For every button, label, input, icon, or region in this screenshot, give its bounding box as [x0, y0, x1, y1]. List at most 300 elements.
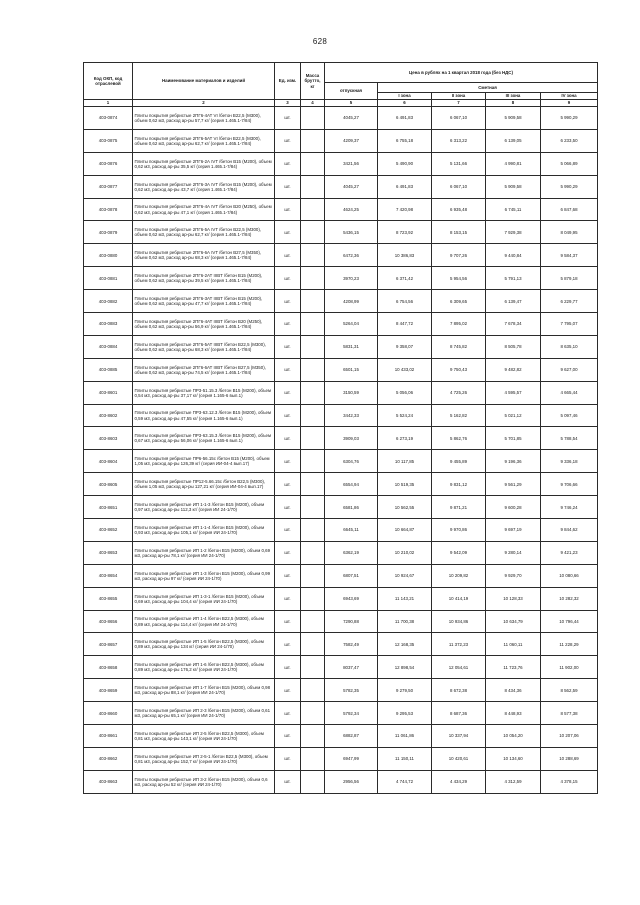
cell-code: 403-0878 — [84, 198, 133, 221]
cell-zone-2-price: 9 542,09 — [432, 541, 486, 564]
cell-mass — [301, 656, 325, 679]
table-row — [84, 404, 598, 427]
cell-mass — [301, 221, 325, 244]
cell-zone-4-price: 10 080,66 — [541, 564, 598, 587]
cell-zone-2-price: 5 862,76 — [432, 427, 486, 450]
cell-zone-3-price: 6 139,05 — [486, 129, 541, 152]
cell-code: 403-8601 — [84, 381, 133, 404]
table-row — [84, 496, 598, 519]
cell-unit: шт. — [275, 450, 301, 473]
cell-name: Плиты покрытия ребристые ИП 1-3-1 /бетон В15 (М200), объем 0,69 м3, расход ар-ры 104,4 кг/ (серия ИИ 24-1/70) — [133, 587, 275, 610]
cell-unit: шт. — [275, 610, 301, 633]
table-row — [84, 427, 598, 450]
cell-zone-1-price: 9 358,07 — [378, 335, 432, 358]
cell-unit: шт. — [275, 770, 301, 793]
cell-unit: шт. — [275, 221, 301, 244]
cell-zone-1-price: 12 898,54 — [378, 656, 432, 679]
cell-release-price: 5782,35 — [325, 679, 378, 702]
cell-zone-4-price: 9 746,24 — [541, 496, 598, 519]
cell-code: 403-8651 — [84, 496, 133, 519]
header-zone-1: I зона — [378, 93, 432, 100]
cell-unit: шт. — [275, 175, 301, 198]
cell-release-price: 4208,99 — [325, 290, 378, 313]
cell-name: Плиты покрытия ребристые 2ПГ6-6А IVT /бетон В27,5 (М350), объем 0,62 м3, расход ар-ры 68,3 кг/ (серия 1.465.1-7/84) — [133, 244, 275, 267]
cell-release-price: 3909,03 — [325, 427, 378, 450]
cell-zone-2-price: 6 313,22 — [432, 129, 486, 152]
cell-release-price: 5831,31 — [325, 335, 378, 358]
cell-release-price: 3150,59 — [325, 381, 378, 404]
cell-zone-3-price: 7 678,34 — [486, 313, 541, 336]
table-row — [84, 541, 598, 564]
cell-name: Плиты покрытия ребристые 2ПГ6-3А IVT /бетон В15 (М200), объем 0,62 м3, расход ар-ры 43,7 кг/ (серия 1.465.1-7/84) — [133, 175, 275, 198]
cell-release-price: 4624,25 — [325, 198, 378, 221]
header-release: отпускная — [325, 83, 378, 100]
cell-code: 403-0884 — [84, 335, 133, 358]
cell-mass — [301, 107, 325, 130]
column-number: 6 — [378, 100, 432, 107]
header-zone-4: IV зона — [541, 93, 598, 100]
table-row — [84, 107, 598, 130]
column-number: 8 — [486, 100, 541, 107]
cell-zone-1-price: 10 664,87 — [378, 519, 432, 542]
cell-zone-4-price: 4 378,15 — [541, 770, 598, 793]
table-row — [84, 473, 598, 496]
cell-code: 403-0883 — [84, 313, 133, 336]
page-number: 628 — [312, 37, 328, 46]
cell-zone-1-price: 10 433,02 — [378, 358, 432, 381]
cell-unit: шт. — [275, 244, 301, 267]
cell-code: 403-0880 — [84, 244, 133, 267]
column-number: 9 — [541, 100, 598, 107]
cell-name: Плиты покрытия ребристые 2ПГ6-5А IVT /бетон В22,5 (М300), объем 0,62 м3, расход ар-ры 62,7 кг/ (серия 1.465.1-7/84) — [133, 221, 275, 244]
cell-name: Плиты покрытия ребристые ИП 1-1-4 /бетон В15 (М200), объем 0,93 м3, расход ар-ры 105,1 кг/ (серия ИИ 24-1/70) — [133, 519, 275, 542]
cell-release-price: 6882,87 — [325, 725, 378, 748]
cell-unit: шт. — [275, 290, 301, 313]
cell-mass — [301, 427, 325, 450]
cell-name: Плиты покрытия ребристые ИП 2-5 /бетон В22,5 (М300), объем 0,81 м3, расход ар-ры 143,1 кг/ (серия ИИ 24-1/70) — [133, 725, 275, 748]
cell-zone-2-price: 5 954,56 — [432, 267, 486, 290]
cell-zone-2-price: 9 871,21 — [432, 496, 486, 519]
cell-unit: шт. — [275, 747, 301, 770]
table-row — [84, 656, 598, 679]
cell-release-price: 6947,99 — [325, 747, 378, 770]
cell-name: Плиты покрытия ребристые ИП 1-6 /бетон В22,5 (М300), объем 0,89 м3, расход ар-ры 176,2 кг/ (серия ИИ 24-1/70) — [133, 656, 275, 679]
cell-code: 403-0875 — [84, 129, 133, 152]
cell-mass — [301, 290, 325, 313]
table-row — [84, 267, 598, 290]
table-row — [84, 335, 598, 358]
cell-name: Плиты покрытия ребристые ИП 1-2 /бетон В15 (М200), объем 0,69 м3, расход ар-ры 78,1 кг/ (серия ИИ 24-1/70) — [133, 541, 275, 564]
cell-release-price: 6807,51 — [325, 564, 378, 587]
cell-unit: шт. — [275, 679, 301, 702]
table-body — [84, 107, 598, 794]
cell-mass — [301, 404, 325, 427]
cell-unit: шт. — [275, 267, 301, 290]
header-estimate: Сметная — [378, 83, 598, 93]
cell-zone-3-price: 4 990,81 — [486, 152, 541, 175]
cell-code: 403-8605 — [84, 473, 133, 496]
cell-zone-3-price: 5 021,12 — [486, 404, 541, 427]
cell-zone-4-price: 6 847,68 — [541, 198, 598, 221]
cell-name: Плиты покрытия ребристые ИП 3-2 /бетон В15 (М200), объем 0,6 м3, расход ар-ры 52 кг/ (серия ИИ 24-1/70) — [133, 770, 275, 793]
cell-zone-1-price: 7 420,98 — [378, 198, 432, 221]
cell-mass — [301, 702, 325, 725]
cell-name: Плиты покрытия ребристые ПР3-63.15.3 /бетон В15 (М200), объем 0,67 м3, расход ар-ры 56,06 кг/ (серия 1.165-6 вып.1) — [133, 427, 275, 450]
cell-name: Плиты покрытия ребристые ИП 1-5 /бетон В22,5 (М300), объем 0,89 м3, расход ар-ры 134 кг/ (серия ИИ 24-1/70) — [133, 633, 275, 656]
cell-zone-3-price: 10 128,33 — [486, 587, 541, 610]
cell-release-price: 4045,27 — [325, 107, 378, 130]
cell-code: 403-8602 — [84, 404, 133, 427]
cell-mass — [301, 747, 325, 770]
cell-code: 403-8659 — [84, 679, 133, 702]
cell-unit: шт. — [275, 107, 301, 130]
cell-code: 403-8652 — [84, 519, 133, 542]
table-row — [84, 747, 598, 770]
cell-zone-3-price: 9 280,14 — [486, 541, 541, 564]
cell-zone-1-price: 6 755,18 — [378, 129, 432, 152]
table-row — [84, 152, 598, 175]
cell-zone-3-price: 9 929,70 — [486, 564, 541, 587]
cell-zone-4-price: 5 990,29 — [541, 107, 598, 130]
cell-zone-1-price: 5 056,06 — [378, 381, 432, 404]
cell-mass — [301, 381, 325, 404]
cell-mass — [301, 175, 325, 198]
table-row — [84, 198, 598, 221]
cell-code: 403-8604 — [84, 450, 133, 473]
cell-name: Плиты покрытия ребристые ИП 1-4 /бетон В22,5 (М300), объем 0,89 м3, расход ар-ры 114,4 кг/ (серия ИИ 24-1/70) — [133, 610, 275, 633]
cell-zone-1-price: 10 386,83 — [378, 244, 432, 267]
column-number: 1 — [84, 100, 133, 107]
cell-zone-4-price: 9 584,37 — [541, 244, 598, 267]
cell-mass — [301, 198, 325, 221]
cell-zone-3-price: 10 054,20 — [486, 725, 541, 748]
cell-zone-1-price: 9 295,53 — [378, 702, 432, 725]
column-number: 5 — [325, 100, 378, 107]
cell-zone-3-price: 11 723,76 — [486, 656, 541, 679]
cell-zone-2-price: 10 414,19 — [432, 587, 486, 610]
cell-zone-3-price: 9 600,28 — [486, 496, 541, 519]
cell-zone-4-price: 7 795,07 — [541, 313, 598, 336]
cell-code: 403-8660 — [84, 702, 133, 725]
header-zone-2: II зона — [432, 93, 486, 100]
cell-name: Плиты покрытия ребристые ИП 1-7 /бетон В15 (М200), объем 0,98 м3, расход ар-ры 88,1 кг/ (серия ИИ 24-1/70) — [133, 679, 275, 702]
cell-zone-3-price: 10 634,79 — [486, 610, 541, 633]
cell-name: Плиты покрытия ребристые 2ПГ6-3АТ IIIBТ /бетон В15 (М200), объем 0,62 м3, расход ар-ры 47,7 кг/ (серия 1.465.1-7/84) — [133, 290, 275, 313]
cell-code: 403-8653 — [84, 541, 133, 564]
cell-zone-4-price: 9 706,66 — [541, 473, 598, 496]
cell-zone-2-price: 6 935,48 — [432, 198, 486, 221]
cell-zone-2-price: 9 831,12 — [432, 473, 486, 496]
cell-zone-3-price: 9 440,84 — [486, 244, 541, 267]
cell-zone-4-price: 5 066,89 — [541, 152, 598, 175]
cell-unit: шт. — [275, 473, 301, 496]
cell-zone-1-price: 8 447,72 — [378, 313, 432, 336]
cell-code: 403-0874 — [84, 107, 133, 130]
cell-unit: шт. — [275, 404, 301, 427]
cell-name: Плиты покрытия ребристые 2ПГ6-4А IVT /бетон В20 (М250), объем 0,62 м3, расход ар-ры 47,1 кг/ (серия 1.465.1-7/84) — [133, 198, 275, 221]
cell-release-price: 7582,49 — [325, 633, 378, 656]
cell-name: Плиты покрытия ребристые ИП 2-5-1 /бетон В22,5 (М300), объем 0,81 м3, расход ар-ры 152,7 кг/ (серия ИИ 24-1/70) — [133, 747, 275, 770]
table-row — [84, 450, 598, 473]
cell-zone-4-price: 9 627,00 — [541, 358, 598, 381]
cell-code: 403-8662 — [84, 747, 133, 770]
cell-mass — [301, 244, 325, 267]
table-row — [84, 175, 598, 198]
cell-unit: шт. — [275, 587, 301, 610]
cell-release-price: 6362,19 — [325, 541, 378, 564]
cell-zone-3-price: 8 505,78 — [486, 335, 541, 358]
cell-zone-1-price: 10 210,02 — [378, 541, 432, 564]
cell-unit: шт. — [275, 427, 301, 450]
cell-zone-4-price: 6 233,50 — [541, 129, 598, 152]
cell-mass — [301, 358, 325, 381]
cell-name: Плиты покрытия ребристые ИП 1-3 /бетон В15 (М200), объем 0,99 м3, расход ар-ры 97 кг/ (серия ИИ 24-1/70) — [133, 564, 275, 587]
cell-zone-3-price: 10 134,60 — [486, 747, 541, 770]
cell-code: 403-8603 — [84, 427, 133, 450]
cell-mass — [301, 770, 325, 793]
cell-zone-3-price: 9 561,29 — [486, 473, 541, 496]
column-number: 2 — [133, 100, 275, 107]
cell-code: 403-0876 — [84, 152, 133, 175]
cell-unit: шт. — [275, 198, 301, 221]
cell-zone-3-price: 5 909,58 — [486, 175, 541, 198]
table-row — [84, 564, 598, 587]
cell-zone-1-price: 10 924,67 — [378, 564, 432, 587]
cell-release-price: 7290,88 — [325, 610, 378, 633]
cell-zone-1-price: 10 562,55 — [378, 496, 432, 519]
cell-release-price: 6581,86 — [325, 496, 378, 519]
cell-zone-4-price: 10 207,06 — [541, 725, 598, 748]
cell-zone-3-price: 8 434,36 — [486, 679, 541, 702]
cell-zone-4-price: 11 902,00 — [541, 656, 598, 679]
cell-zone-2-price: 10 337,94 — [432, 725, 486, 748]
cell-unit: шт. — [275, 564, 301, 587]
cell-zone-2-price: 10 420,61 — [432, 747, 486, 770]
cell-unit: шт. — [275, 152, 301, 175]
cell-zone-2-price: 12 054,61 — [432, 656, 486, 679]
table-row — [84, 244, 598, 267]
cell-release-price: 3970,23 — [325, 267, 378, 290]
cell-release-price: 6304,76 — [325, 450, 378, 473]
table-row — [84, 290, 598, 313]
cell-code: 403-0877 — [84, 175, 133, 198]
cell-zone-2-price: 4 434,29 — [432, 770, 486, 793]
cell-zone-1-price: 8 723,92 — [378, 221, 432, 244]
header-unit: Ед. изм. — [275, 63, 301, 100]
cell-name: Плиты покрытия ребристые ИП 1-1-3 /бетон В15 (М200), объем 0,97 м3, расход ар-ры 112,3 кг/ (серия ИИ 24-1/70) — [133, 496, 275, 519]
cell-code: 403-8656 — [84, 610, 133, 633]
cell-code: 403-8654 — [84, 564, 133, 587]
cell-name: Плиты покрытия ребристые ПР12-5.66.15с /бетон В22,5 (М300), объем 1,05 м3, расход ар-ры 127,21 кг/ (серия ИИ-04-4 вып.17) — [133, 473, 275, 496]
column-number: 7 — [432, 100, 486, 107]
cell-zone-3-price: 11 060,11 — [486, 633, 541, 656]
cell-mass — [301, 610, 325, 633]
cell-zone-2-price: 8 153,15 — [432, 221, 486, 244]
cell-zone-4-price: 6 229,77 — [541, 290, 598, 313]
cell-name: Плиты покрытия ребристые 2ПГ6-5АТ IIIBТ /бетон В22,5 (М300), объем 0,62 м3, расход ар-ры 68,3 кг/ (серия 1.465.1-7/84) — [133, 335, 275, 358]
cell-code: 403-8658 — [84, 656, 133, 679]
cell-zone-2-price: 5 162,82 — [432, 404, 486, 427]
cell-zone-2-price: 11 372,23 — [432, 633, 486, 656]
cell-unit: шт. — [275, 313, 301, 336]
cell-zone-2-price: 8 745,82 — [432, 335, 486, 358]
cell-release-price: 3421,56 — [325, 152, 378, 175]
header-code: Код ОКП, код отраслевой — [84, 63, 133, 100]
table-row — [84, 770, 598, 793]
cell-zone-2-price: 10 209,82 — [432, 564, 486, 587]
cell-mass — [301, 564, 325, 587]
cell-code: 403-0882 — [84, 290, 133, 313]
cell-zone-3-price: 9 482,82 — [486, 358, 541, 381]
cell-zone-4-price: 5 990,29 — [541, 175, 598, 198]
cell-mass — [301, 633, 325, 656]
cell-zone-3-price: 9 697,19 — [486, 519, 541, 542]
table-row — [84, 702, 598, 725]
cell-zone-3-price: 9 196,36 — [486, 450, 541, 473]
cell-mass — [301, 496, 325, 519]
cell-zone-2-price: 9 750,43 — [432, 358, 486, 381]
cell-zone-3-price: 6 745,11 — [486, 198, 541, 221]
header-mass: Масса брутто, кг — [301, 63, 325, 100]
cell-name: Плиты покрытия ребристые 2ПГ6-4АТ VI /бетон В22,5 (М300), объем 0,62 м3, расход ар-ры 57,7 кг/ (серия 1.465.1-7/84) — [133, 107, 275, 130]
cell-zone-1-price: 11 061,86 — [378, 725, 432, 748]
cell-release-price: 5792,34 — [325, 702, 378, 725]
table-row — [84, 358, 598, 381]
cell-zone-2-price: 4 725,26 — [432, 381, 486, 404]
cell-zone-2-price: 9 707,26 — [432, 244, 486, 267]
cell-zone-1-price: 11 150,11 — [378, 747, 432, 770]
cell-zone-4-price: 8 577,38 — [541, 702, 598, 725]
column-number: 3 — [275, 100, 301, 107]
cell-zone-1-price: 5 524,24 — [378, 404, 432, 427]
cell-code: 403-0881 — [84, 267, 133, 290]
cell-zone-1-price: 6 491,83 — [378, 175, 432, 198]
cell-code: 403-0885 — [84, 358, 133, 381]
cell-zone-1-price: 6 491,83 — [378, 107, 432, 130]
cell-name: Плиты покрытия ребристые ПР3-63.12.3 /бетон В15 (М200), объем 0,59 м3, расход ар-ры 47,55 кг/ (серия 1.165-6 вып.1) — [133, 404, 275, 427]
cell-release-price: 4045,27 — [325, 175, 378, 198]
table-row — [84, 725, 598, 748]
cell-unit: шт. — [275, 519, 301, 542]
price-table — [83, 62, 598, 794]
cell-code: 403-0879 — [84, 221, 133, 244]
cell-zone-4-price: 5 879,18 — [541, 267, 598, 290]
cell-name: Плиты покрытия ребристые ПР3-51.15.3 /бетон В15 (М200), объем 0,54 м3, расход ар-ры 37,17 кг/ (серия 1.165-6 вып.1) — [133, 381, 275, 404]
table-row — [84, 587, 598, 610]
cell-zone-1-price: 6 371,42 — [378, 267, 432, 290]
cell-mass — [301, 335, 325, 358]
cell-zone-2-price: 9 455,89 — [432, 450, 486, 473]
cell-code: 403-8655 — [84, 587, 133, 610]
cell-mass — [301, 725, 325, 748]
cell-unit: шт. — [275, 656, 301, 679]
cell-release-price: 6501,15 — [325, 358, 378, 381]
cell-name: Плиты покрытия ребристые 2ПГ6-4АТ IIIBТ /бетон В20 (М250), объем 0,62 м3, расход ар-ры 56,9 кг/ (серия 1.465.1-7/84) — [133, 313, 275, 336]
cell-zone-4-price: 11 228,29 — [541, 633, 598, 656]
cell-zone-3-price: 5 909,58 — [486, 107, 541, 130]
cell-name: Плиты покрытия ребристые 2ПГ6-2А IVT /бетон В15 (М200), объем 0,62 м3, расход ар-ры 35,5 кг/ (серия 1.465.1-7/84) — [133, 152, 275, 175]
cell-zone-1-price: 12 168,35 — [378, 633, 432, 656]
cell-zone-2-price: 6 309,65 — [432, 290, 486, 313]
cell-name: Плиты покрытия ребристые 2ПГ6-5АТ VI /бетон В22,5 (М300), объем 0,62 м3, расход ар-ры 62,7 кг/ (серия 1.465.1-7/84) — [133, 129, 275, 152]
cell-release-price: 2956,56 — [325, 770, 378, 793]
cell-mass — [301, 450, 325, 473]
cell-release-price: 8037,47 — [325, 656, 378, 679]
cell-zone-1-price: 10 519,35 — [378, 473, 432, 496]
cell-zone-3-price: 5 701,85 — [486, 427, 541, 450]
header-zone-3: III зона — [486, 93, 541, 100]
cell-unit: шт. — [275, 702, 301, 725]
cell-zone-3-price: 6 139,47 — [486, 290, 541, 313]
cell-zone-1-price: 11 143,21 — [378, 587, 432, 610]
cell-unit: шт. — [275, 725, 301, 748]
cell-zone-4-price: 8 562,59 — [541, 679, 598, 702]
cell-unit: шт. — [275, 381, 301, 404]
cell-zone-1-price: 6 754,56 — [378, 290, 432, 313]
cell-zone-1-price: 4 744,72 — [378, 770, 432, 793]
header-name: Наименование материалов и изделий — [133, 63, 275, 100]
cell-release-price: 3442,33 — [325, 404, 378, 427]
cell-zone-4-price: 9 844,62 — [541, 519, 598, 542]
column-number: 4 — [301, 100, 325, 107]
cell-zone-2-price: 6 067,10 — [432, 175, 486, 198]
cell-code: 403-8663 — [84, 770, 133, 793]
table-row — [84, 221, 598, 244]
cell-zone-4-price: 5 097,46 — [541, 404, 598, 427]
cell-name: Плиты покрытия ребристые ПР6-56.15с /бетон В15 (М200), объем 1,05 м3, расход ар-ры 126,39 кг/ (серия ИИ-04-4 вып.17) — [133, 450, 275, 473]
cell-mass — [301, 129, 325, 152]
cell-name: Плиты покрытия ребристые ИП 2-3 /бетон В15 (М200), объем 0,61 м3, расход ар-ры 65,1 кг/ (серия ИИ 24-1/70) — [133, 702, 275, 725]
cell-zone-3-price: 4 312,59 — [486, 770, 541, 793]
cell-zone-4-price: 10 288,69 — [541, 747, 598, 770]
cell-release-price: 4209,37 — [325, 129, 378, 152]
cell-zone-4-price: 10 796,44 — [541, 610, 598, 633]
header-price-group: Цена в рублях на 1 квартал 2018 года (без НДС) — [325, 63, 598, 83]
cell-zone-4-price: 8 049,95 — [541, 221, 598, 244]
cell-zone-2-price: 10 934,86 — [432, 610, 486, 633]
cell-mass — [301, 587, 325, 610]
cell-unit: шт. — [275, 541, 301, 564]
cell-zone-4-price: 9 421,23 — [541, 541, 598, 564]
cell-mass — [301, 152, 325, 175]
cell-unit: шт. — [275, 358, 301, 381]
cell-zone-1-price: 11 700,38 — [378, 610, 432, 633]
cell-release-price: 6472,36 — [325, 244, 378, 267]
cell-mass — [301, 473, 325, 496]
cell-zone-3-price: 5 791,13 — [486, 267, 541, 290]
cell-zone-4-price: 5 788,54 — [541, 427, 598, 450]
cell-name: Плиты покрытия ребристые 2ПГ6-6АТ IIIBТ /бетон В27,5 (М350), объем 0,62 м3, расход ар-ры 74,5 кг/ (серия 1.465.1-7/84) — [133, 358, 275, 381]
table-row — [84, 129, 598, 152]
cell-zone-4-price: 8 635,10 — [541, 335, 598, 358]
cell-zone-1-price: 9 279,50 — [378, 679, 432, 702]
cell-mass — [301, 519, 325, 542]
cell-release-price: 6645,11 — [325, 519, 378, 542]
cell-zone-1-price: 6 273,19 — [378, 427, 432, 450]
cell-name: Плиты покрытия ребристые 2ПГ6-2АТ IIIBТ /бетон В15 (М200), объем 0,62 м3, расход ар-ры 39,5 кг/ (серия 1.465.1-7/84) — [133, 267, 275, 290]
cell-zone-1-price: 5 490,90 — [378, 152, 432, 175]
cell-zone-2-price: 8 672,38 — [432, 679, 486, 702]
cell-mass — [301, 313, 325, 336]
cell-release-price: 6943,69 — [325, 587, 378, 610]
cell-mass — [301, 541, 325, 564]
table-row — [84, 610, 598, 633]
cell-zone-2-price: 8 687,36 — [432, 702, 486, 725]
cell-release-price: 5436,15 — [325, 221, 378, 244]
cell-unit: шт. — [275, 129, 301, 152]
cell-zone-4-price: 4 665,44 — [541, 381, 598, 404]
cell-zone-3-price: 4 595,57 — [486, 381, 541, 404]
